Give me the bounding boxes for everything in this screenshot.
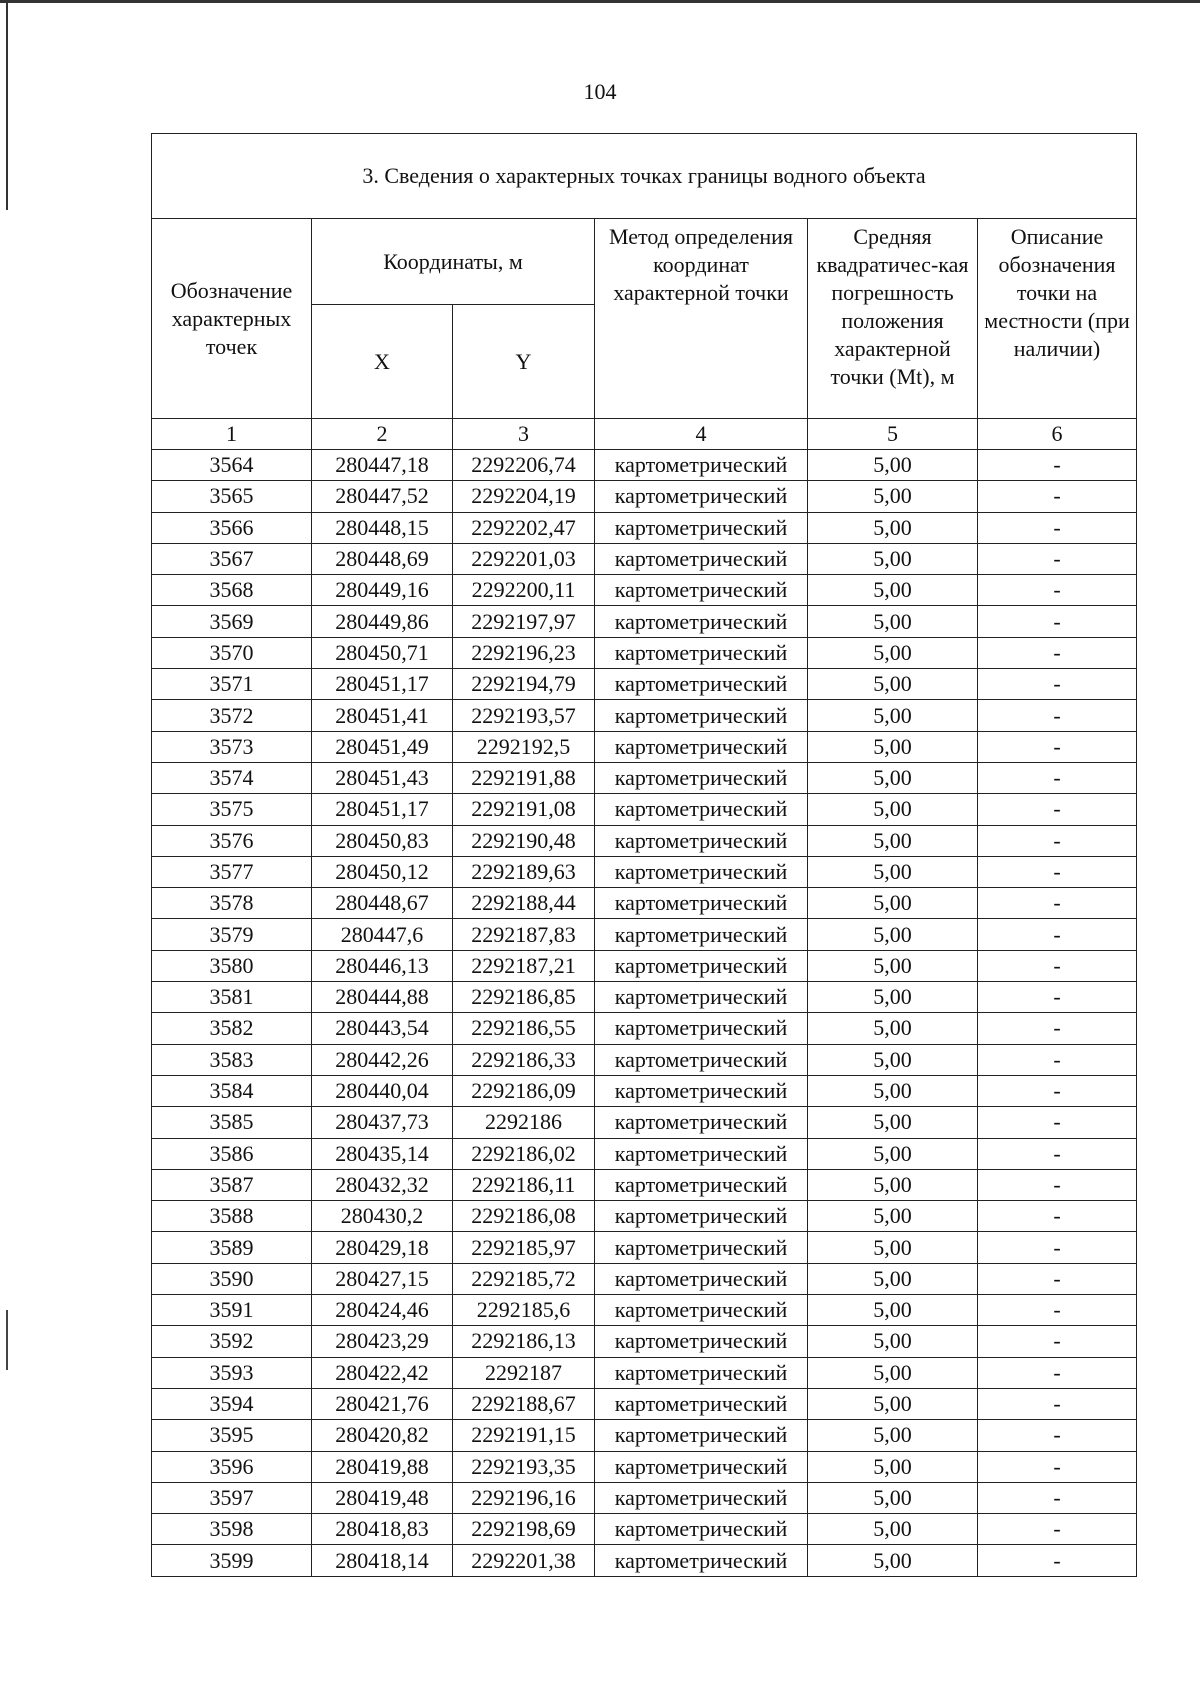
column-number: 5 [808, 419, 978, 450]
method-cell: картометрический [595, 794, 808, 825]
table-row [152, 1545, 1137, 1576]
method-cell: картометрический [595, 1138, 808, 1169]
point-id-cell: 3574 [152, 762, 312, 793]
error-cell: 5,00 [808, 1514, 978, 1545]
x-coordinate-cell: 280424,46 [312, 1295, 453, 1326]
method-cell: картометрический [595, 982, 808, 1013]
error-cell: 5,00 [808, 950, 978, 981]
table-row [152, 856, 1137, 887]
description-cell: - [978, 512, 1137, 543]
point-id-cell: 3591 [152, 1295, 312, 1326]
y-coordinate-cell: 2292191,08 [453, 794, 595, 825]
error-cell: 5,00 [808, 1545, 978, 1576]
method-cell: картометрический [595, 1357, 808, 1388]
x-coordinate-cell: 280419,48 [312, 1482, 453, 1513]
method-cell: картометрический [595, 450, 808, 481]
y-coordinate-cell: 2292188,67 [453, 1388, 595, 1419]
y-coordinate-cell: 2292192,5 [453, 731, 595, 762]
description-cell: - [978, 1013, 1137, 1044]
point-id-cell: 3571 [152, 669, 312, 700]
point-id-cell: 3568 [152, 575, 312, 606]
y-coordinate-cell: 2292191,15 [453, 1420, 595, 1451]
table-row [152, 1482, 1137, 1513]
table-row [152, 1420, 1137, 1451]
method-cell: картометрический [595, 606, 808, 637]
table-row [152, 637, 1137, 668]
point-id-cell: 3588 [152, 1201, 312, 1232]
x-coordinate-cell: 280430,2 [312, 1201, 453, 1232]
header-coordinates: Координаты, м [312, 219, 595, 305]
error-cell: 5,00 [808, 1326, 978, 1357]
column-number: 1 [152, 419, 312, 450]
description-cell: - [978, 1075, 1137, 1106]
column-number: 2 [312, 419, 453, 450]
x-coordinate-cell: 280449,86 [312, 606, 453, 637]
header-x: X [312, 305, 453, 419]
description-cell: - [978, 982, 1137, 1013]
method-cell: картометрический [595, 762, 808, 793]
table-row [152, 1514, 1137, 1545]
y-coordinate-cell: 2292186 [453, 1107, 595, 1138]
y-coordinate-cell: 2292186,33 [453, 1044, 595, 1075]
error-cell: 5,00 [808, 1357, 978, 1388]
table-body [152, 450, 1137, 1577]
y-coordinate-cell: 2292202,47 [453, 512, 595, 543]
x-coordinate-cell: 280422,42 [312, 1357, 453, 1388]
error-cell: 5,00 [808, 1263, 978, 1294]
column-number: 3 [453, 419, 595, 450]
method-cell: картометрический [595, 825, 808, 856]
description-cell: - [978, 1044, 1137, 1075]
method-cell: картометрический [595, 1514, 808, 1545]
x-coordinate-cell: 280451,17 [312, 794, 453, 825]
description-cell: - [978, 825, 1137, 856]
description-cell: - [978, 731, 1137, 762]
y-coordinate-cell: 2292191,88 [453, 762, 595, 793]
description-cell: - [978, 888, 1137, 919]
table-row [152, 543, 1137, 574]
table-row [152, 512, 1137, 543]
description-cell: - [978, 1201, 1137, 1232]
point-id-cell: 3569 [152, 606, 312, 637]
y-coordinate-cell: 2292187,21 [453, 950, 595, 981]
method-cell: картометрический [595, 1263, 808, 1294]
table-row [152, 950, 1137, 981]
error-cell: 5,00 [808, 1044, 978, 1075]
description-cell: - [978, 1169, 1137, 1200]
method-cell: картометрический [595, 1482, 808, 1513]
method-cell: картометрический [595, 1451, 808, 1482]
y-coordinate-cell: 2292186,11 [453, 1169, 595, 1200]
x-coordinate-cell: 280447,18 [312, 450, 453, 481]
description-cell: - [978, 794, 1137, 825]
method-cell: картометрический [595, 669, 808, 700]
table-row [152, 825, 1137, 856]
method-cell: картометрический [595, 700, 808, 731]
error-cell: 5,00 [808, 543, 978, 574]
x-coordinate-cell: 280450,12 [312, 856, 453, 887]
header-y: Y [453, 305, 595, 419]
description-cell: - [978, 1138, 1137, 1169]
method-cell: картометрический [595, 1545, 808, 1576]
y-coordinate-cell: 2292200,11 [453, 575, 595, 606]
error-cell: 5,00 [808, 982, 978, 1013]
point-id-cell: 3580 [152, 950, 312, 981]
boundary-points-table [151, 133, 1137, 1577]
error-cell: 5,00 [808, 762, 978, 793]
method-cell: картометрический [595, 1169, 808, 1200]
point-id-cell: 3599 [152, 1545, 312, 1576]
error-cell: 5,00 [808, 481, 978, 512]
y-coordinate-cell: 2292206,74 [453, 450, 595, 481]
error-cell: 5,00 [808, 1201, 978, 1232]
error-cell: 5,00 [808, 888, 978, 919]
x-coordinate-cell: 280442,26 [312, 1044, 453, 1075]
table-row [152, 1075, 1137, 1106]
description-cell: - [978, 1295, 1137, 1326]
description-cell: - [978, 1545, 1137, 1576]
description-cell: - [978, 1107, 1137, 1138]
point-id-cell: 3595 [152, 1420, 312, 1451]
description-cell: - [978, 700, 1137, 731]
x-coordinate-cell: 280448,15 [312, 512, 453, 543]
y-coordinate-cell: 2292193,35 [453, 1451, 595, 1482]
error-cell: 5,00 [808, 1013, 978, 1044]
scan-top-edge [0, 0, 1200, 3]
y-coordinate-cell: 2292185,6 [453, 1295, 595, 1326]
description-cell: - [978, 1263, 1137, 1294]
error-cell: 5,00 [808, 1420, 978, 1451]
point-id-cell: 3598 [152, 1514, 312, 1545]
method-cell: картометрический [595, 481, 808, 512]
table-row [152, 982, 1137, 1013]
column-numbers-row [152, 419, 1137, 450]
point-id-cell: 3567 [152, 543, 312, 574]
point-id-cell: 3593 [152, 1357, 312, 1388]
point-id-cell: 3564 [152, 450, 312, 481]
y-coordinate-cell: 2292186,09 [453, 1075, 595, 1106]
header-method: Метод определения координат характерной точки [595, 219, 808, 419]
table-row [152, 1013, 1137, 1044]
description-cell: - [978, 1514, 1137, 1545]
x-coordinate-cell: 280427,15 [312, 1263, 453, 1294]
table-row [152, 1232, 1137, 1263]
y-coordinate-cell: 2292188,44 [453, 888, 595, 919]
error-cell: 5,00 [808, 1138, 978, 1169]
y-coordinate-cell: 2292187 [453, 1357, 595, 1388]
table-row [152, 1263, 1137, 1294]
description-cell: - [978, 1420, 1137, 1451]
point-id-cell: 3573 [152, 731, 312, 762]
point-id-cell: 3576 [152, 825, 312, 856]
x-coordinate-cell: 280440,04 [312, 1075, 453, 1106]
error-cell: 5,00 [808, 1451, 978, 1482]
table-row [152, 575, 1137, 606]
page-number: 104 [583, 79, 617, 104]
error-cell: 5,00 [808, 825, 978, 856]
x-coordinate-cell: 280451,43 [312, 762, 453, 793]
error-cell: 5,00 [808, 1295, 978, 1326]
method-cell: картометрический [595, 575, 808, 606]
method-cell: картометрический [595, 1295, 808, 1326]
point-id-cell: 3589 [152, 1232, 312, 1263]
description-cell: - [978, 1357, 1137, 1388]
error-cell: 5,00 [808, 575, 978, 606]
x-coordinate-cell: 280418,83 [312, 1514, 453, 1545]
y-coordinate-cell: 2292204,19 [453, 481, 595, 512]
y-coordinate-cell: 2292197,97 [453, 606, 595, 637]
method-cell: картометрический [595, 1201, 808, 1232]
x-coordinate-cell: 280447,52 [312, 481, 453, 512]
description-cell: - [978, 1232, 1137, 1263]
method-cell: картометрический [595, 543, 808, 574]
error-cell: 5,00 [808, 700, 978, 731]
method-cell: картометрический [595, 950, 808, 981]
y-coordinate-cell: 2292185,72 [453, 1263, 595, 1294]
x-coordinate-cell: 280451,41 [312, 700, 453, 731]
point-id-cell: 3597 [152, 1482, 312, 1513]
error-cell: 5,00 [808, 1232, 978, 1263]
column-number: 4 [595, 419, 808, 450]
error-cell: 5,00 [808, 669, 978, 700]
error-cell: 5,00 [808, 1075, 978, 1106]
y-coordinate-cell: 2292186,13 [453, 1326, 595, 1357]
method-cell: картометрический [595, 1044, 808, 1075]
description-cell: - [978, 575, 1137, 606]
x-coordinate-cell: 280449,16 [312, 575, 453, 606]
point-id-cell: 3585 [152, 1107, 312, 1138]
error-cell: 5,00 [808, 794, 978, 825]
y-coordinate-cell: 2292198,69 [453, 1514, 595, 1545]
point-id-cell: 3579 [152, 919, 312, 950]
table-row [152, 731, 1137, 762]
description-cell: - [978, 481, 1137, 512]
point-id-cell: 3583 [152, 1044, 312, 1075]
y-coordinate-cell: 2292187,83 [453, 919, 595, 950]
error-cell: 5,00 [808, 1107, 978, 1138]
error-cell: 5,00 [808, 919, 978, 950]
y-coordinate-cell: 2292185,97 [453, 1232, 595, 1263]
x-coordinate-cell: 280450,71 [312, 637, 453, 668]
table-row [152, 1451, 1137, 1482]
table-row [152, 450, 1137, 481]
y-coordinate-cell: 2292196,23 [453, 637, 595, 668]
x-coordinate-cell: 280432,32 [312, 1169, 453, 1200]
table-row [152, 606, 1137, 637]
y-coordinate-cell: 2292186,55 [453, 1013, 595, 1044]
x-coordinate-cell: 280448,69 [312, 543, 453, 574]
method-cell: картометрический [595, 1075, 808, 1106]
method-cell: картометрический [595, 1013, 808, 1044]
table-row [152, 1044, 1137, 1075]
x-coordinate-cell: 280429,18 [312, 1232, 453, 1263]
x-coordinate-cell: 280451,17 [312, 669, 453, 700]
x-coordinate-cell: 280446,13 [312, 950, 453, 981]
error-cell: 5,00 [808, 1388, 978, 1419]
description-cell: - [978, 450, 1137, 481]
x-coordinate-cell: 280447,6 [312, 919, 453, 950]
description-cell: - [978, 1326, 1137, 1357]
point-id-cell: 3577 [152, 856, 312, 887]
y-coordinate-cell: 2292186,02 [453, 1138, 595, 1169]
y-coordinate-cell: 2292201,03 [453, 543, 595, 574]
description-cell: - [978, 543, 1137, 574]
table-row [152, 1201, 1137, 1232]
error-cell: 5,00 [808, 450, 978, 481]
error-cell: 5,00 [808, 637, 978, 668]
method-cell: картометрический [595, 1107, 808, 1138]
table-row [152, 700, 1137, 731]
x-coordinate-cell: 280437,73 [312, 1107, 453, 1138]
table-row [152, 669, 1137, 700]
x-coordinate-cell: 280444,88 [312, 982, 453, 1013]
table-caption: 3. Сведения о характерных точках границы водного объекта [152, 134, 1137, 219]
x-coordinate-cell: 280443,54 [312, 1013, 453, 1044]
x-coordinate-cell: 280419,88 [312, 1451, 453, 1482]
table-row [152, 1295, 1137, 1326]
table-row [152, 919, 1137, 950]
y-coordinate-cell: 2292196,16 [453, 1482, 595, 1513]
method-cell: картометрический [595, 1326, 808, 1357]
scan-left-edge-mark [6, 1310, 8, 1370]
description-cell: - [978, 669, 1137, 700]
point-id-cell: 3594 [152, 1388, 312, 1419]
description-cell: - [978, 606, 1137, 637]
column-number: 6 [978, 419, 1137, 450]
point-id-cell: 3586 [152, 1138, 312, 1169]
method-cell: картометрический [595, 856, 808, 887]
method-cell: картометрический [595, 512, 808, 543]
point-id-cell: 3590 [152, 1263, 312, 1294]
header-point: Обозначение характерных точек [152, 219, 312, 419]
x-coordinate-cell: 280451,49 [312, 731, 453, 762]
error-cell: 5,00 [808, 731, 978, 762]
table-row [152, 481, 1137, 512]
points-table-container [151, 133, 1136, 1573]
description-cell: - [978, 637, 1137, 668]
method-cell: картометрический [595, 888, 808, 919]
point-id-cell: 3582 [152, 1013, 312, 1044]
method-cell: картометрический [595, 1232, 808, 1263]
y-coordinate-cell: 2292190,48 [453, 825, 595, 856]
table-row [152, 1138, 1137, 1169]
table-row [152, 1326, 1137, 1357]
description-cell: - [978, 919, 1137, 950]
x-coordinate-cell: 280450,83 [312, 825, 453, 856]
method-cell: картометрический [595, 919, 808, 950]
header-error: Средняя квадратичес-кая погрешность положения характерной точки (Mt), м [808, 219, 978, 419]
point-id-cell: 3578 [152, 888, 312, 919]
table-row [152, 1357, 1137, 1388]
method-cell: картометрический [595, 1388, 808, 1419]
table-row [152, 1388, 1137, 1419]
point-id-cell: 3575 [152, 794, 312, 825]
y-coordinate-cell: 2292189,63 [453, 856, 595, 887]
y-coordinate-cell: 2292201,38 [453, 1545, 595, 1576]
x-coordinate-cell: 280423,29 [312, 1326, 453, 1357]
error-cell: 5,00 [808, 1169, 978, 1200]
error-cell: 5,00 [808, 606, 978, 637]
table-row [152, 762, 1137, 793]
description-cell: - [978, 762, 1137, 793]
x-coordinate-cell: 280418,14 [312, 1545, 453, 1576]
description-cell: - [978, 856, 1137, 887]
point-id-cell: 3565 [152, 481, 312, 512]
description-cell: - [978, 1482, 1137, 1513]
point-id-cell: 3592 [152, 1326, 312, 1357]
point-id-cell: 3566 [152, 512, 312, 543]
error-cell: 5,00 [808, 1482, 978, 1513]
method-cell: картометрический [595, 731, 808, 762]
y-coordinate-cell: 2292193,57 [453, 700, 595, 731]
x-coordinate-cell: 280421,76 [312, 1388, 453, 1419]
table-row [152, 1169, 1137, 1200]
table-row [152, 888, 1137, 919]
error-cell: 5,00 [808, 512, 978, 543]
point-id-cell: 3587 [152, 1169, 312, 1200]
description-cell: - [978, 950, 1137, 981]
method-cell: картометрический [595, 637, 808, 668]
point-id-cell: 3596 [152, 1451, 312, 1482]
y-coordinate-cell: 2292186,85 [453, 982, 595, 1013]
y-coordinate-cell: 2292194,79 [453, 669, 595, 700]
description-cell: - [978, 1388, 1137, 1419]
point-id-cell: 3584 [152, 1075, 312, 1106]
header-description: Описание обозначения точки на местности (при наличии) [978, 219, 1137, 419]
point-id-cell: 3581 [152, 982, 312, 1013]
y-coordinate-cell: 2292186,08 [453, 1201, 595, 1232]
point-id-cell: 3572 [152, 700, 312, 731]
method-cell: картометрический [595, 1420, 808, 1451]
description-cell: - [978, 1451, 1137, 1482]
table-row [152, 794, 1137, 825]
point-id-cell: 3570 [152, 637, 312, 668]
x-coordinate-cell: 280420,82 [312, 1420, 453, 1451]
x-coordinate-cell: 280435,14 [312, 1138, 453, 1169]
error-cell: 5,00 [808, 856, 978, 887]
x-coordinate-cell: 280448,67 [312, 888, 453, 919]
table-row [152, 1107, 1137, 1138]
